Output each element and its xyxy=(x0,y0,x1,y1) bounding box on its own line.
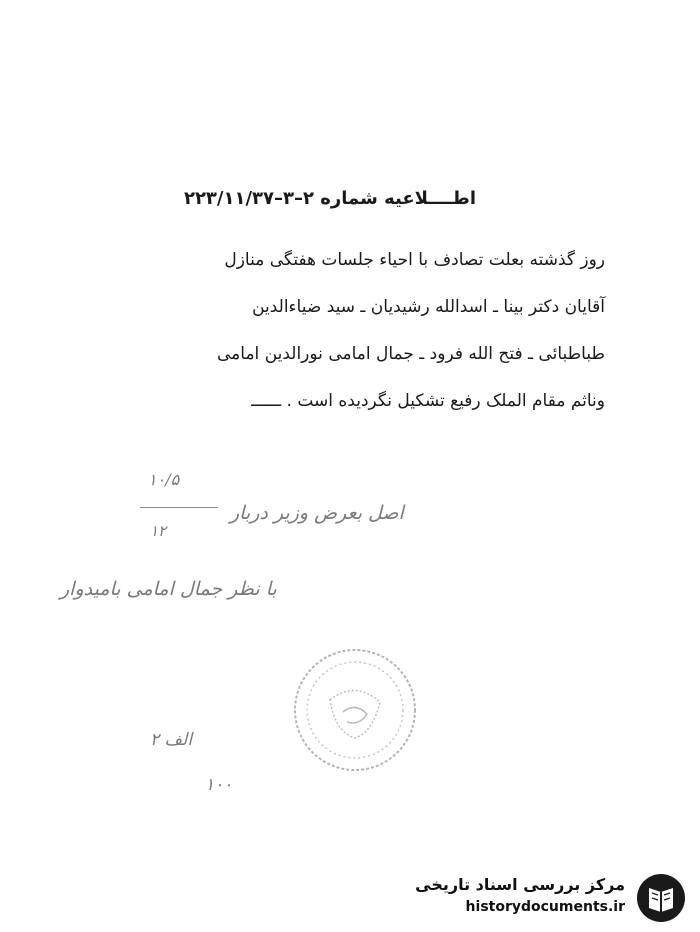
archive-watermark xyxy=(415,868,695,926)
handwritten-line-1: اصل بعرض وزیر دربار xyxy=(230,502,404,524)
handwritten-top-note: ۱۰/۵ xyxy=(148,470,180,489)
handwritten-alef-note: الف ۲ xyxy=(150,730,193,750)
document-heading: اطــــلاعیه شماره ۲–۳–۲۲۳/۱۱/۳۷ xyxy=(183,188,477,209)
book-page-icon xyxy=(635,872,687,924)
handwritten-number: ۱۰۰ xyxy=(205,775,233,795)
archive-url: historydocuments.ir xyxy=(465,899,625,915)
handwritten-line-2: با نظر جمال امامی بامیدوار xyxy=(60,578,277,600)
handwritten-divider xyxy=(140,507,218,508)
body-line-4: وناثم مقام الملک رفیع تشکیل نگردیده است . ــــــ xyxy=(251,391,605,411)
body-line-3: طباطبائی ـ فتح الله فرود ـ جمال امامی نورالدین امامی xyxy=(217,344,605,364)
archive-title: مرکز بررسی اسناد تاریخی xyxy=(415,875,625,894)
document-body xyxy=(115,248,605,436)
seal-stamp xyxy=(285,640,425,780)
handwritten-bottom-note: ۱۲ xyxy=(150,522,167,540)
body-line-1: روز گذشته بعلت تصادف با احیاء جلسات هفتگی منازل xyxy=(224,250,605,270)
body-line-2: آقایان دکتر بینا ـ اسدالله رشیدیان ـ سید ضیاءالدین xyxy=(252,297,605,317)
